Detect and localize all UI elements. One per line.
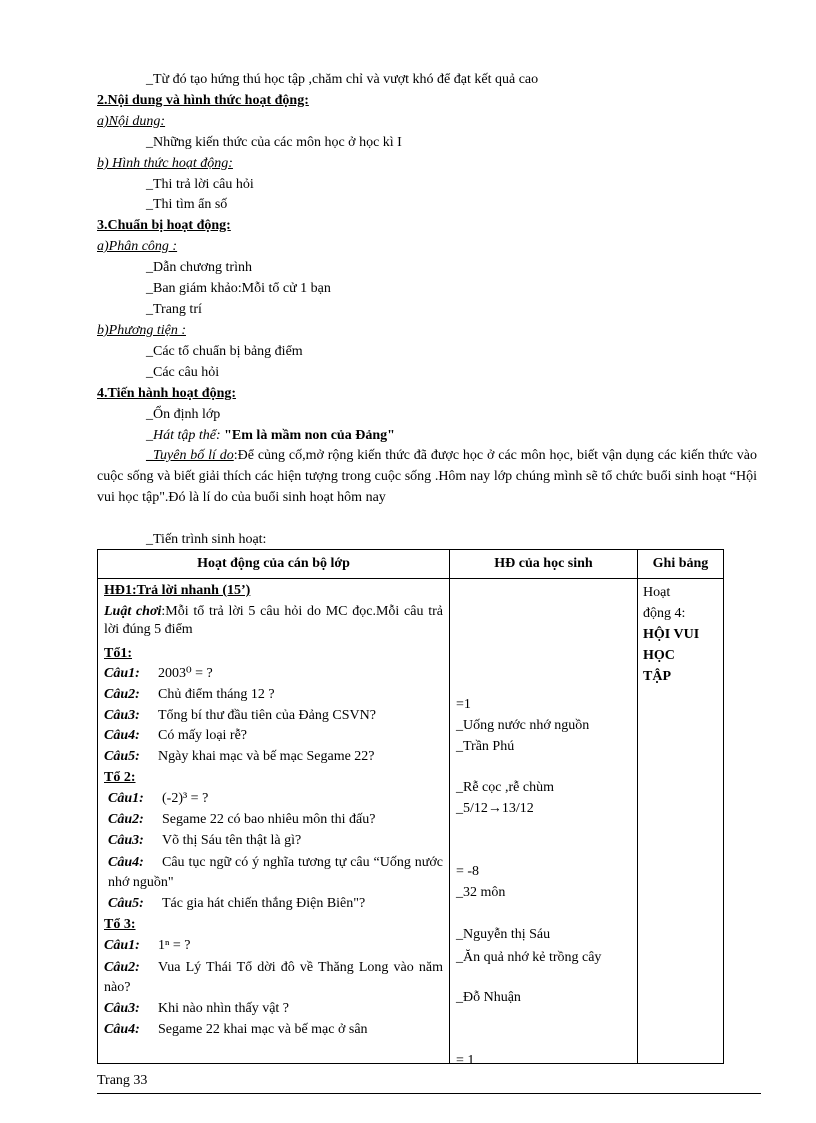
assign-item: _Ban giám khảo:Mỗi tổ cử 1 bạn — [146, 281, 331, 296]
note-line: Hoạt — [643, 585, 671, 600]
content-text: _Những kiến thức của các môn học ở học kì I — [146, 135, 402, 150]
assign-label: a)Phân công : — [97, 239, 178, 254]
form-label: b) Hình thức hoạt động: — [97, 156, 233, 171]
question: Câu3: Khi nào nhìn thấy vật ? — [104, 1001, 290, 1016]
question: Câu1: 2003⁰ = ? — [104, 666, 213, 681]
question: Câu3: Võ thị Sáu tên thật là gì? — [108, 833, 302, 848]
group3-label: Tổ 3: — [104, 917, 136, 932]
note-line: động 4: — [643, 606, 686, 621]
answer: _Nguyễn thị Sáu — [456, 927, 551, 942]
assign-item: _Trang trí — [146, 302, 202, 317]
answer: _32 môn — [456, 885, 506, 900]
student-cell — [450, 579, 638, 1064]
section3-title: 3.Chuẩn bị hoạt động: — [97, 218, 231, 233]
section4-item: _Ổn định lớp — [146, 407, 221, 422]
question: Câu4: Có mấy loại rễ? — [104, 728, 248, 743]
cadre-cell — [98, 579, 450, 1064]
group2-label: Tổ 2: — [104, 770, 136, 785]
note-cell — [638, 579, 724, 1064]
note-line: HỘI VUI — [643, 627, 700, 642]
means-item: _Các tổ chuẩn bị bảng điểm — [146, 344, 303, 359]
activity-table — [97, 549, 724, 1064]
section4-song — [146, 427, 395, 445]
content-label: a)Nội dung: — [97, 114, 166, 129]
section2-title: 2.Nội dung và hình thức hoạt động: — [97, 93, 309, 108]
answer: _Trần Phú — [456, 739, 515, 754]
answer: = -8 — [456, 864, 480, 879]
form-item: _Thi trả lời câu hỏi — [146, 177, 254, 192]
arrow-right-icon: → — [487, 801, 502, 816]
reason-paragraph — [97, 445, 757, 508]
section4-title: 4.Tiến hành hoạt động: — [97, 386, 237, 401]
footer-divider — [97, 1093, 761, 1094]
means-label: b)Phương tiện : — [97, 323, 186, 338]
question: Câu2: Chủ điểm tháng 12 ? — [104, 687, 275, 702]
answer: _Rễ cọc ,rễ chùm — [456, 780, 554, 795]
assign-item: _Dẫn chương trình — [146, 260, 252, 275]
note-line: TẬP — [643, 669, 671, 684]
answer: =1 — [456, 697, 471, 712]
rule-text: Luật chơi:Mỗi tổ trả lời 5 câu hỏi do MC đọc.Mỗi câu trả lời đúng 5 điểm — [104, 604, 443, 637]
reason-text: :Để củng cố,mở rộng kiến thức đã được học ở các môn học, biết vận dụng các kiến thức vào cuộc sống và biết giải thích các hiện tượng trong cuộc sống .Hôm nay lớp chúng mình sẽ tổ chức buổi sinh hoạt “Hội vui học tập".Đó là lí do của buổi sinh hoạt hôm nay — [97, 448, 757, 505]
question: Câu5: Ngày khai mạc và bế mạc Segame 22? — [104, 749, 375, 764]
reason-label: _Tuyên bố lí do — [146, 448, 234, 463]
answer: _Ăn quả nhớ kẻ trồng cây — [456, 950, 602, 965]
form-item: _Thi tìm ẩn số — [146, 197, 228, 212]
question: Câu4: Câu tục ngữ có ý nghĩa tương tự câu “Uống nước nhớ nguồn" — [108, 855, 443, 890]
answer: _Đỗ Nhuận — [456, 990, 521, 1005]
question: Câu3: Tổng bí thư đầu tiên của Đảng CSVN? — [104, 708, 376, 723]
question: Câu1: (-2)³ = ? — [108, 791, 209, 806]
song-title: "Em là mầm non của Đảng" — [224, 428, 395, 443]
question: Câu2: Vua Lý Thái Tổ dời đô về Thăng Long vào năm nào? — [104, 960, 443, 995]
answer: = 1 — [456, 1053, 475, 1063]
answer: _Uống nước nhớ nguồn — [456, 718, 590, 733]
question: Câu2: Segame 22 có bao nhiêu môn thi đấu? — [108, 812, 376, 827]
question: Câu5: Tác gia hát chiến thắng Điện Biên"? — [108, 896, 366, 911]
hd1-title: HĐ1:Trả lời nhanh (15’) — [104, 583, 251, 598]
header-cadre: Hoạt động của cán bộ lớp — [98, 550, 450, 579]
note-line: HỌC — [643, 648, 675, 663]
intro-line: _Từ đó tạo hứng thú học tập ,chăm chỉ và vượt khó để đạt kết quả cao — [146, 72, 539, 87]
page-number: Trang 33 — [97, 1073, 148, 1088]
progress-label: _Tiến trình sinh hoạt: — [146, 532, 267, 547]
header-note: Ghi bảng — [638, 550, 724, 579]
song-prefix: _Hát tập thể: — [146, 428, 225, 443]
group1-label: Tổ1: — [104, 646, 132, 661]
question: Câu1: 1ⁿ = ? — [104, 938, 191, 953]
answer: _5/12→13/12 — [456, 801, 534, 816]
question: Câu4: Segame 22 khai mạc và bế mạc ở sân — [104, 1022, 368, 1037]
header-student: HĐ của học sinh — [450, 550, 638, 579]
means-item: _Các câu hỏi — [146, 365, 220, 380]
